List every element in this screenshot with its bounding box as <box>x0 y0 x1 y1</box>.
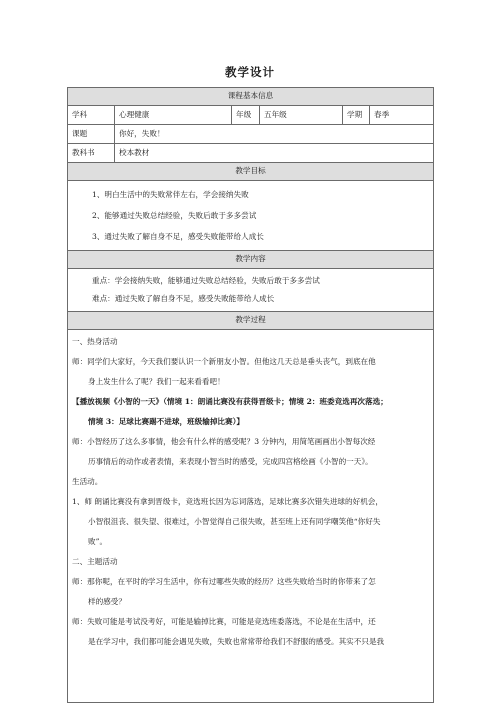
subject-label: 学科 <box>68 106 115 125</box>
process-line: 师：那你呢，在平时的学习生活中，你有过哪些失败的经历？这些失败给当时的你带来了怎 <box>72 577 376 586</box>
process-line: 一、热身活动 <box>72 337 118 346</box>
topic-value: 你好，失败！ <box>115 125 434 144</box>
process-line: 二、主题活动 <box>72 557 118 566</box>
process-line: 1、师 朗诵比赛没有拿到晋级卡，竞选班长因为忘词落选，足球比赛多次错失进球的好机会， <box>72 497 383 506</box>
grade-label: 年级 <box>232 106 260 125</box>
section-process-header: 教学过程 <box>68 312 434 330</box>
term-value: 春季 <box>370 106 434 125</box>
process-line: 情境 3：足球比赛踢不进球，班级输掉比赛）】 <box>88 417 245 426</box>
process-line: 败”。 <box>88 537 108 546</box>
process-line: 身上发生什么了呢？我们一起来看看吧！ <box>88 377 225 386</box>
goal-item: 2、能够通过失败总结经验，失败后敢于多多尝试 <box>92 211 257 220</box>
process-line: 师：失败可能是考试没考好，可能是输掉比赛，可能是竞选班委落选，不论是在生活中，还 <box>72 617 376 626</box>
textbook-value: 校本教材 <box>115 144 434 163</box>
key-point: 重点：学会接纳失败，能够通过失败总结经验，失败后敢于多多尝试 <box>92 276 320 285</box>
process-line: 是在学习中，我们都可能会遇见失败，失败也常常带给我们不舒服的感受。其实不只是我 <box>88 637 385 646</box>
textbook-label: 教科书 <box>68 144 115 163</box>
process-line: 生活动。 <box>72 477 103 486</box>
process-body <box>68 330 434 703</box>
process-line: 小智很沮丧、很失望、很难过，小智觉得自己很失败，甚至班上还有同学嘲笑他“你好失 <box>88 517 381 526</box>
grade-value: 五年级 <box>260 106 343 125</box>
content-block <box>68 269 434 312</box>
lesson-plan-table <box>67 87 433 703</box>
section-content-header: 教学内容 <box>68 251 434 269</box>
process-line: 【播放视频《小智的一天》（情境 1：朗诵比赛没有获得晋级卡；情境 2：班委竞选再次落选； <box>72 397 388 406</box>
goal-item: 1、明白生活中的失败常伴左右，学会接纳失败 <box>92 190 249 199</box>
process-line: 历事情后的动作或者表情，来表现小智当时的感受，完成四宫格绘画《小智的一天》。 <box>88 457 373 466</box>
section-basic-info-header: 课程基本信息 <box>68 88 434 106</box>
goals-list <box>68 181 434 251</box>
term-label: 学期 <box>343 106 370 125</box>
goal-item: 3、通过失败了解自身不足，感受失败能带给人成长 <box>92 232 264 241</box>
process-line: 师：小智经历了这么多事情，他会有什么样的感受呢？3 分钟内，用简笔画画出小智每次经 <box>72 437 376 446</box>
difficult-point: 难点：通过失败了解自身不足，感受失败能带给人成长 <box>92 294 275 303</box>
topic-label: 课题 <box>68 125 115 144</box>
process-line: 样的感受？ <box>88 597 126 606</box>
section-goals-header: 教学目标 <box>68 163 434 181</box>
document-title: 教学设计 <box>225 65 275 79</box>
process-line: 师：同学们大家好，今天我们要认识一个新朋友小智。但他这几天总是垂头丧气，到底在他 <box>72 357 376 366</box>
subject-value: 心理健康 <box>115 106 232 125</box>
